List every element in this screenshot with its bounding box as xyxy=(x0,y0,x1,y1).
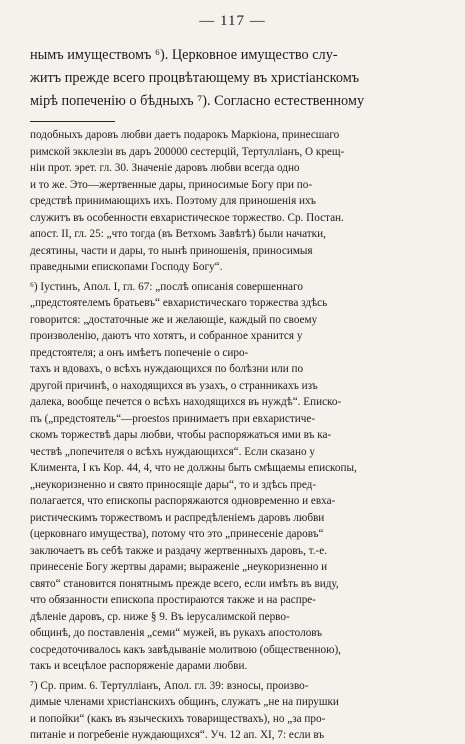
footnote-line: принесеніе Богу жертвы дарами; выраженіе „неукоризненно и xyxy=(30,561,328,573)
footnote-line: общинѣ, до поставленія „семи“ мужей, въ рукахъ апостоловъ xyxy=(30,627,323,639)
footnotes xyxy=(30,127,444,744)
footnote-line: ристическимъ торжествомъ и распредѣленіемъ даровъ любви xyxy=(30,511,325,524)
footnote-line: подобныхъ даровъ любви даетъ подарокъ Маркіона, принесшаго xyxy=(30,129,340,141)
footnote-line: тахъ и вдовахъ, о всѣхъ нуждающихся по болѣзни или по xyxy=(30,363,304,375)
footnote-line: говорится: „достаточные же и желающіе, каждый по своему xyxy=(30,313,318,326)
footnote-line: произволенію, даютъ что хотятъ, и собранное хранится у xyxy=(30,330,303,342)
footnote-line: и попойки“ (какъ въ языческихъ товариществахъ), но „за про- xyxy=(30,712,326,725)
footnote-line: праведными епископами Господу Богу“. xyxy=(30,261,223,273)
footnote-line: ⁶) Іустинъ, Апол. I, гл. 67: „послѣ описанія совершеннаго xyxy=(30,280,303,293)
footnote-line: что обязанности епископа простираются также и на распре- xyxy=(30,594,316,606)
footnote-divider xyxy=(30,121,115,122)
page-number: — 117 — xyxy=(199,13,266,29)
footnote-line: ⁷) Ср. прим. 6. Тертулліанъ, Апол. гл. 39: взносы, произво- xyxy=(30,679,309,692)
footnote-line: свято“ становится понятнымъ прежде всего, если имѣть въ виду, xyxy=(30,577,339,590)
footnote-line: „предстоятелемъ братьевъ“ евхаристическаго торжества здѣсь xyxy=(30,297,328,309)
footnote-line: ніи прот. эрет. гл. 30. Значеніе даровъ любви всегда одно xyxy=(30,162,300,174)
footnote-line: апост. II, гл. 25: „что тогда (въ Ветхомъ Завѣтѣ) были начатки, xyxy=(30,228,326,240)
footnote-line: сосредоточивалось какъ завѣдываніе молитвою (общественною), xyxy=(30,643,341,656)
footnote-line: Климента, I къ Кор. 44, 4, что не должны быть смѣщаемы епископы, xyxy=(30,462,357,474)
footnote-line: полагается, что епископы распоряжаются одновременно и евха- xyxy=(30,495,336,507)
footnote-line: „неукоризненно и свято приносящіе дары“, то и здѣсь пред- xyxy=(30,478,317,491)
footnote-line: скомъ торжествѣ дары любви, чтобы распоряжаться ими въ ка- xyxy=(30,429,332,441)
footnote-line: чествѣ „попечителя о всѣхъ нуждающихся“. Если сказано у xyxy=(30,445,315,458)
main-text-line: мірѣ попеченію о бѣдныхъ ⁷). Согласно естественному xyxy=(30,93,365,109)
footnote-line: заключаетъ въ себѣ также и раздачу жертвенныхъ даровъ, т.-е. xyxy=(30,544,328,557)
footnote-line: питаніе и погребеніе нуждающихся“. Уч. 12 ап. XI, 7: если въ xyxy=(30,729,325,741)
footnote-line: средствѣ принимающихъ ихъ. Поэтому для приношенія ихъ xyxy=(30,195,316,207)
footnote-line: предстоятеля; а онъ имѣетъ попеченіе о сиро- xyxy=(30,346,249,359)
footnote-line: и то же. Это—жертвенные дары, приносимые Богу при по- xyxy=(30,178,313,191)
footnote-line: служитъ въ особенности евхаристическое торжество. Ср. Постан. xyxy=(30,211,344,224)
main-text-line: житъ прежде всего процвѣтающему въ христіанскомъ xyxy=(30,70,360,86)
footnote-line: (церковнаго имущества), потому что это „принесеніе даровъ“ xyxy=(30,528,324,540)
footnote-line: пъ („предстоятель“—proestos принимаетъ при евхаристиче- xyxy=(30,412,316,425)
footnote-line: димые членами христіанскихъ общинъ, служатъ „не на пирушки xyxy=(30,696,339,708)
footnote-line: другой причинѣ, о находящихся въ узахъ, о странникахъ изъ xyxy=(30,379,318,392)
footnote-6 xyxy=(30,279,444,675)
footnote-line: такъ и всецѣлое распоряженіе дарами любви. xyxy=(30,660,248,672)
footnote-continuation xyxy=(30,127,444,276)
footnote-line: далека, вообще печется о всѣхъ находящихся въ нуждѣ“. Еписко- xyxy=(30,396,342,408)
footnote-line: римской экклезіи въ даръ 200000 сестерцій, Тертулліанъ, О крещ- xyxy=(30,145,345,158)
footnote-7 xyxy=(30,678,444,744)
footnote-line: десятины, части и дары, то нынѣ приношенія, приносимыя xyxy=(30,244,313,257)
main-text xyxy=(30,44,444,113)
footnote-line: дѣленіе даровъ, ср. ниже § 9. Въ іерусалимской перво- xyxy=(30,610,290,623)
main-text-line: нымъ имуществомъ ⁶). Церковное имущество слу- xyxy=(30,47,338,63)
